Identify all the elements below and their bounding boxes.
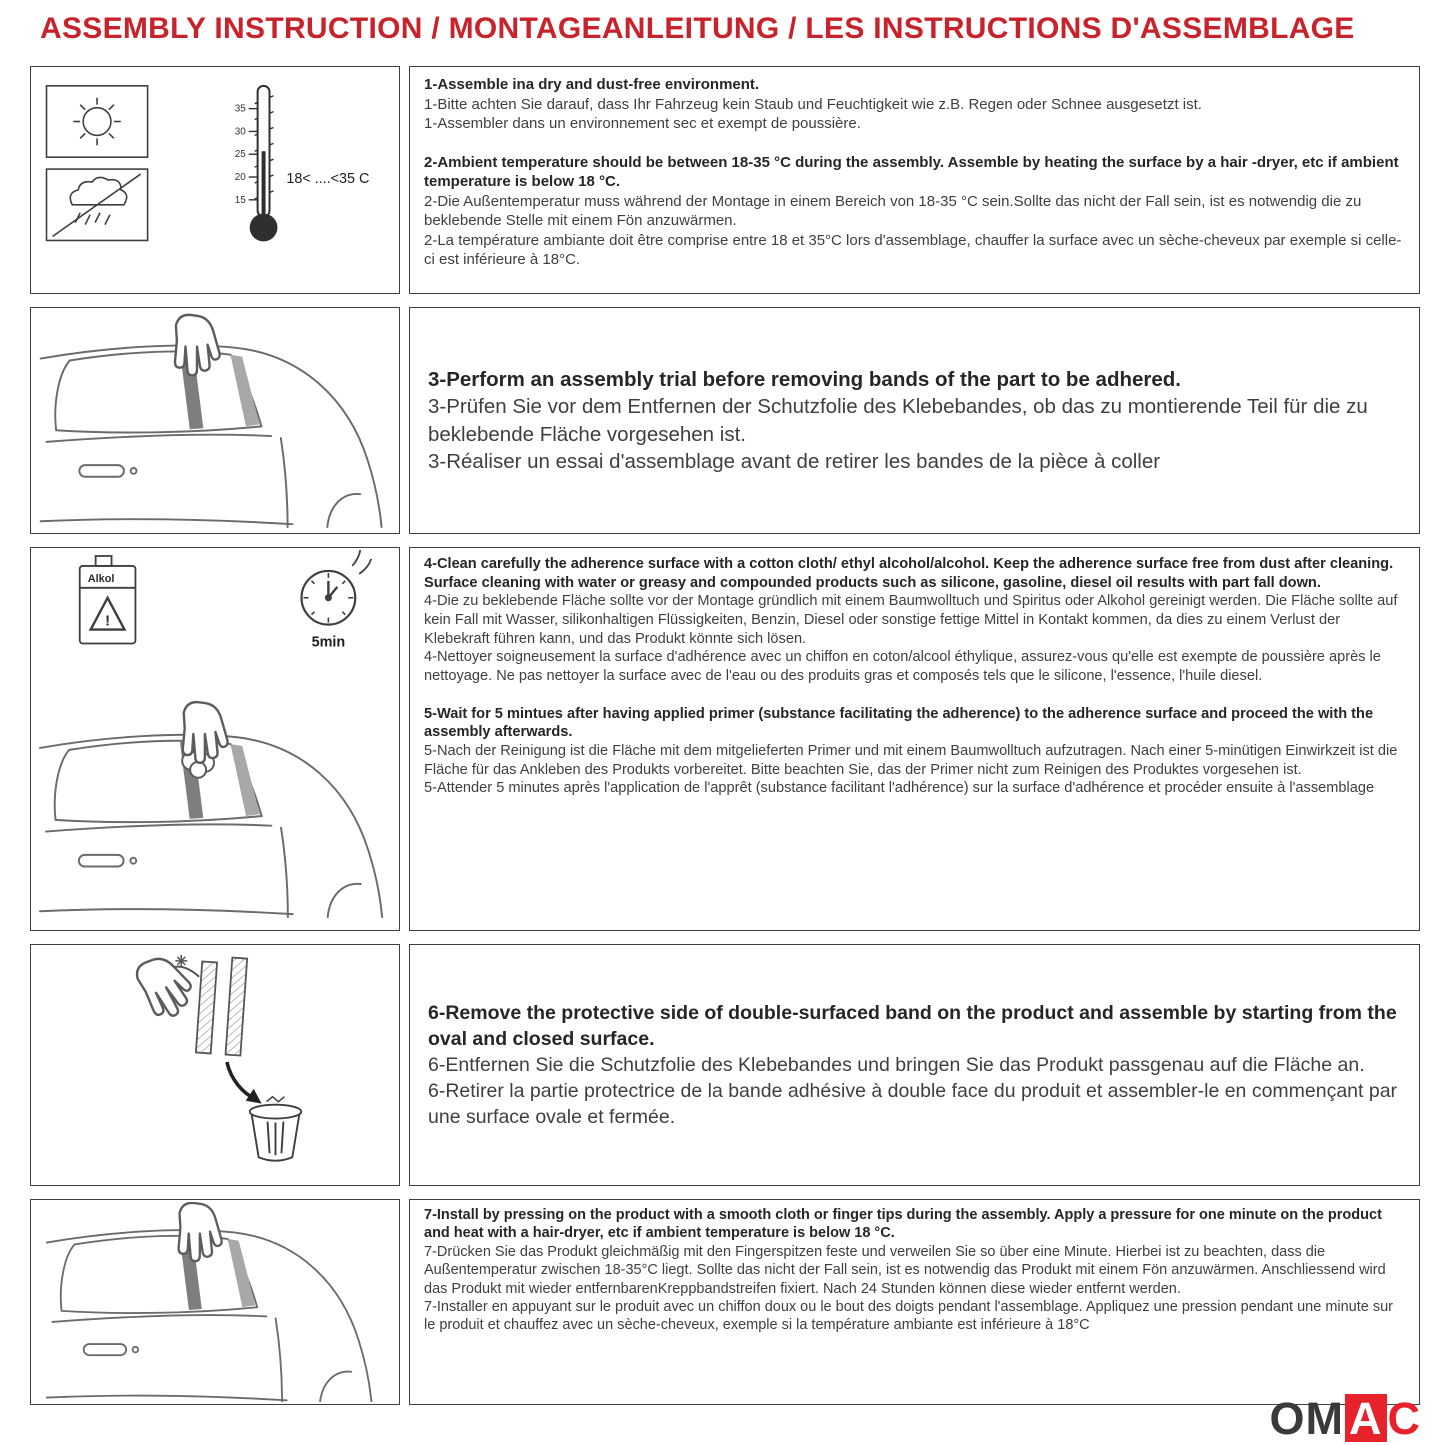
- logo-text-om: OM: [1269, 1393, 1344, 1444]
- instruction-paragraph: 4-Clean carefully the adherence surface with a cotton cloth/ ethyl alcohol/alcohol. Keep the adherence surface free from dust after cleaning. Surface cleaning with water or greasy and compounded products such as silicone, gasoline, diesel oil results with part fall down.: [424, 556, 1394, 591]
- instruction-paragraph: 6-Entfernen Sie die Schutzfolie des Klebebandes und bringen Sie das Produkt passgenau auf die Fläche an.: [428, 1053, 1365, 1076]
- sparkle-icon: [175, 955, 187, 967]
- instruction-text-panel-4: [409, 944, 1420, 1186]
- thermometer-icon: [235, 86, 370, 242]
- thermometer-scale-30: 30: [234, 126, 246, 138]
- instruction-paragraph: 1-Assemble ina dry and dust-free environment.: [424, 76, 760, 93]
- instruction-paragraph: 3-Prüfen Sie vor dem Entfernen der Schutzfolie des Klebebandes, ob das zu montierende Teil für die zu beklebende Fläche vorgesehen ist.: [428, 395, 1368, 446]
- instruction-text-panel-1: [409, 66, 1420, 294]
- instruction-text-panel-5: [409, 1199, 1420, 1405]
- clock-duration-label: 5min: [311, 634, 346, 651]
- car-door-icon: [41, 345, 382, 527]
- band-removal-illustration: [32, 947, 398, 1183]
- warning-mark: !: [105, 613, 111, 630]
- instruction-paragraph: 7-Drücken Sie das Produkt gleichmäßig mit den Fingerspitzen feste und verweilen Sie so über eine Minute. Hierbei ist zu beachten, dass die Außentemperatur zwischen 18-35°C liegt. Sollte das nicht der Fall sein, ist es notwendig das Produkt mit einem Fön anzuwärmen. Anschliessend wird das Produkt mit wieder entfernbarenKreppbandstreifen fixiert. Nach 24 Stunden können diese wieder entfernt werden.: [424, 1243, 1386, 1297]
- hand-icon: [175, 314, 220, 374]
- section-row-5: [30, 1199, 1420, 1405]
- thermometer-scale-15: 15: [234, 194, 246, 206]
- instruction-paragraph: 6-Remove the protective side of double-surfaced band on the product and assemble by starting from the oval and closed surface.: [428, 1001, 1397, 1050]
- instruction-paragraph: 7-Installer en appuyant sur le produit avec un chiffon doux ou le bout des doigts pendant l'assemblage. Appliquez une pression pendant une minute sur le produit et chauffez avec un sèche-cheveux, exemple si la température ambiante est inférieure à 18°C: [424, 1299, 1394, 1334]
- adhesive-strips-icon: [196, 956, 247, 1056]
- thermometer-scale-35: 35: [234, 103, 246, 115]
- logo-text-a: A: [1345, 1394, 1387, 1442]
- instruction-paragraph: 5-Attender 5 minutes après l'application de l'apprêt (substance facilitant l'adhérence) sur la surface d'adhérence et procéder ensuite à l'assemblage: [424, 780, 1375, 797]
- sun-icon: [47, 86, 148, 157]
- car-door-press-illustration: [32, 1202, 398, 1402]
- instruction-paragraph: 5-Wait for 5 mintues after having applied primer (substance facilitating the adherence) to the adherence surface and proceed the with the assembly afterwards.: [424, 705, 1374, 741]
- environment-illustration: [32, 68, 398, 292]
- instruction-paragraph: 4-Die zu beklebende Fläche sollte vor der Montage gründlich mit einem Baumwolltuch und Spiritus oder Alkohol gereinigt werden. Die Fläche sollte auf kein Fall mit Wasser, silikonhaltigen Flüssigkeiten, Benzin, Diesel oder sonstige fettige Mittel in Kontakt kommen, da dies zu einem Verlust der Klebekraft führen kann, und das Produkt könnte sich lösen.: [424, 593, 1398, 647]
- instruction-paragraph: 2-La température ambiante doit être comprise entre 18 et 35°C lors d'assemblage, chauffer la surface avec un sèche-cheveux par exemple si celle-ci est inférieure à 18°C.: [424, 231, 1402, 268]
- illustration-panel-cleaning: [30, 547, 400, 931]
- instruction-paragraph: 3-Réaliser un essai d'assemblage avant de retirer les bandes de la pièce à coller: [428, 449, 1161, 473]
- omac-logo: [1270, 1394, 1422, 1442]
- instruction-paragraph: 1-Bitte achten Sie darauf, dass Ihr Fahrzeug kein Staub und Feuchtigkeit wie z.B. Regen oder Schnee ausgesetzt ist.: [424, 95, 1202, 113]
- instruction-paragraph: 1-Assembler dans un environnement sec et exempt de poussière.: [424, 115, 861, 132]
- alcohol-bottle-icon: [80, 556, 136, 644]
- alcohol-label: Alkol: [87, 572, 115, 585]
- instruction-paragraph: 2-Ambient temperature should be between 18-35 °C during the assembly. Assemble by heating the surface by a hair -dryer, etc if ambient temperature is below 18 °C.: [424, 153, 1399, 190]
- instruction-paragraph: 4-Nettoyer soigneusement la surface d'adhérence avec un chiffon en coton/alcool éthylique, assurez-vous qu'elle est exempte de poussière après le nettoyage. Ne pas nettoyer la surface avec de l'eau ou des produits gras et composés tels que le silicone, l'essence, l'huile diesel.: [424, 649, 1381, 685]
- no-rain-icon: [47, 169, 148, 240]
- hand-icon: [179, 1203, 222, 1261]
- car-door-illustration: [32, 310, 398, 532]
- temperature-range-label: 18< ....<35 C: [286, 170, 370, 187]
- cleaning-illustration: [32, 550, 398, 928]
- thermometer-scale-25: 25: [234, 149, 246, 161]
- illustration-panel-band-removal: [30, 944, 400, 1186]
- instruction-sections: [30, 66, 1420, 1405]
- hand-icon: [132, 949, 200, 1023]
- section-row-3: [30, 547, 1420, 931]
- instruction-paragraph: 3-Perform an assembly trial before removing bands of the part to be adhered.: [428, 368, 1181, 391]
- instruction-paragraph: 5-Nach der Reinigung ist die Fläche mit dem mitgelieferten Primer und mit einem Baumwolltuch aufzutragen. Nach einer 5-minütigen Einwirkzeit ist die Fläche für das Ankleben des Produkts vorbereitet. Bitte beachten Sie, das der Primer nicht zum Reinigen des Produktes vorgesehen ist.: [424, 743, 1398, 778]
- instruction-paragraph: 6-Retirer la partie protectrice de la bande adhésive à double face du produit et assembler-le en commençant par une surface ovale et fermée.: [428, 1080, 1398, 1129]
- logo-text-c: C: [1387, 1393, 1421, 1444]
- trash-can-icon: [250, 1097, 302, 1161]
- section-row-4: [30, 944, 1420, 1186]
- hand-icon: [183, 702, 228, 763]
- instruction-paragraph: 7-Install by pressing on the product with a smooth cloth or finger tips during the assembly. Apply a pressure for one minute on the product and heat with a hair-dryer, etc if ambient temperature is below 18 °C.: [424, 1207, 1382, 1242]
- illustration-panel-trial: [30, 307, 400, 534]
- instruction-paragraph: 2-Die Außentemperatur muss während der Montage in einem Bereich von 18-35 °C sein.Sollte das nicht der Fall sein, ist es notwendig die zu beklebende Stelle mit einem Fön anzuwärmen.: [424, 192, 1362, 229]
- section-row-1: [30, 66, 1420, 294]
- section-row-2: [30, 307, 1420, 534]
- thermometer-scale-20: 20: [234, 172, 246, 183]
- illustration-panel-environment: [30, 66, 400, 294]
- illustration-panel-pressing: [30, 1199, 400, 1405]
- instruction-text-panel-3: [409, 547, 1420, 931]
- arrow-down-icon: [227, 1062, 262, 1104]
- clock-icon: [302, 550, 372, 625]
- page-title: ASSEMBLY INSTRUCTION / MONTAGEANLEITUNG / LES INSTRUCTIONS D'ASSEMBLAGE: [40, 12, 1355, 45]
- instruction-text-panel-2: [409, 307, 1420, 534]
